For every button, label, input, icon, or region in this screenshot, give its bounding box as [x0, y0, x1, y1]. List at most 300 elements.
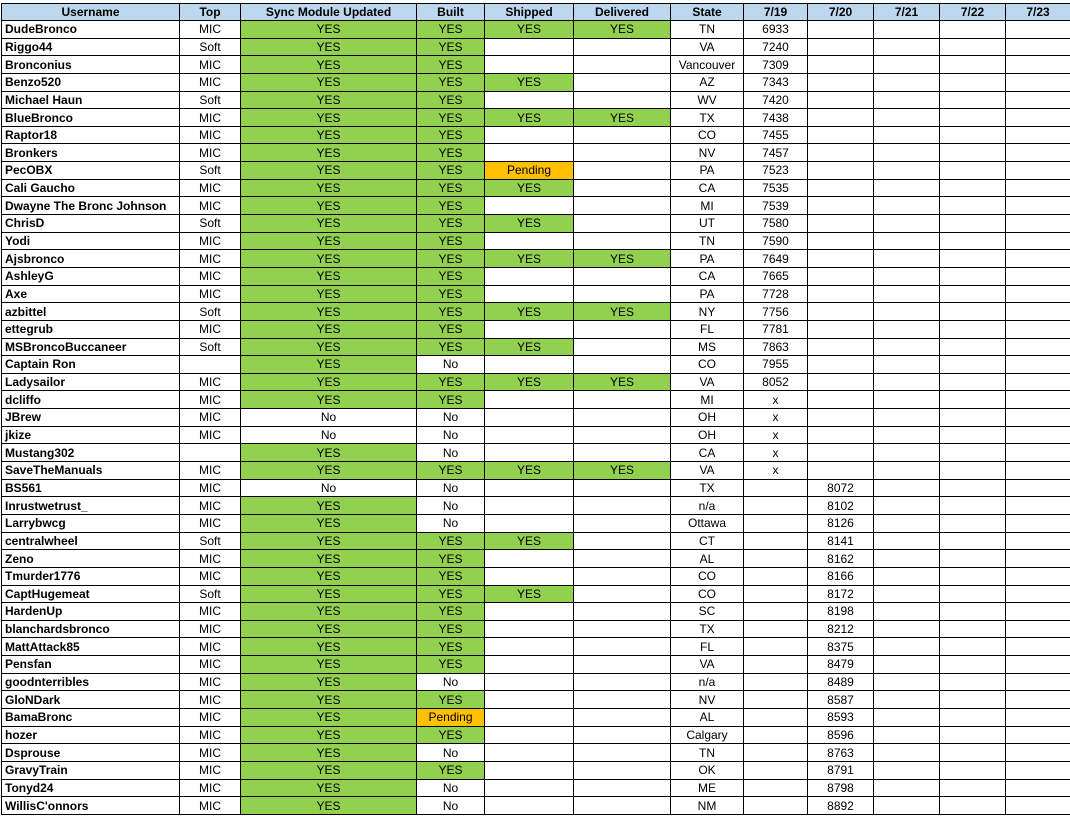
- cell-top[interactable]: MIC: [180, 373, 241, 391]
- cell-date-7-20[interactable]: [808, 91, 874, 109]
- cell-date-7-23[interactable]: [1006, 126, 1070, 144]
- cell-delivered[interactable]: YES: [574, 303, 671, 321]
- cell-username[interactable]: BS561: [2, 479, 180, 497]
- cell-date-7-23[interactable]: [1006, 250, 1070, 268]
- cell-date-7-21[interactable]: [874, 497, 940, 515]
- cell-date-7-19[interactable]: 7781: [744, 320, 808, 338]
- cell-state[interactable]: PA: [671, 285, 744, 303]
- cell-built[interactable]: YES: [417, 21, 485, 39]
- cell-date-7-20[interactable]: 8587: [808, 691, 874, 709]
- cell-shipped[interactable]: [485, 356, 574, 374]
- cell-shipped[interactable]: [485, 320, 574, 338]
- cell-sync-module-updated[interactable]: YES: [241, 691, 417, 709]
- cell-date-7-20[interactable]: [808, 162, 874, 180]
- cell-built[interactable]: YES: [417, 532, 485, 550]
- cell-built[interactable]: YES: [417, 215, 485, 233]
- cell-state[interactable]: TX: [671, 479, 744, 497]
- cell-state[interactable]: TN: [671, 744, 744, 762]
- cell-top[interactable]: MIC: [180, 73, 241, 91]
- cell-delivered[interactable]: [574, 232, 671, 250]
- cell-delivered[interactable]: [574, 532, 671, 550]
- cell-date-7-23[interactable]: [1006, 144, 1070, 162]
- cell-delivered[interactable]: [574, 144, 671, 162]
- cell-shipped[interactable]: YES: [485, 73, 574, 91]
- cell-date-7-22[interactable]: [940, 215, 1006, 233]
- cell-username[interactable]: Mustang302: [2, 444, 180, 462]
- cell-date-7-21[interactable]: [874, 126, 940, 144]
- cell-date-7-23[interactable]: [1006, 691, 1070, 709]
- cell-state[interactable]: CO: [671, 585, 744, 603]
- cell-built[interactable]: No: [417, 409, 485, 427]
- cell-date-7-22[interactable]: [940, 391, 1006, 409]
- cell-date-7-23[interactable]: [1006, 567, 1070, 585]
- cell-date-7-22[interactable]: [940, 126, 1006, 144]
- cell-date-7-23[interactable]: [1006, 285, 1070, 303]
- cell-date-7-20[interactable]: 8212: [808, 620, 874, 638]
- cell-shipped[interactable]: [485, 638, 574, 656]
- cell-built[interactable]: YES: [417, 585, 485, 603]
- cell-date-7-20[interactable]: 8375: [808, 638, 874, 656]
- cell-date-7-23[interactable]: [1006, 109, 1070, 127]
- cell-shipped[interactable]: YES: [485, 585, 574, 603]
- cell-top[interactable]: Soft: [180, 38, 241, 56]
- cell-shipped[interactable]: [485, 603, 574, 621]
- cell-username[interactable]: centralwheel: [2, 532, 180, 550]
- cell-date-7-22[interactable]: [940, 779, 1006, 797]
- cell-top[interactable]: MIC: [180, 550, 241, 568]
- cell-date-7-21[interactable]: [874, 479, 940, 497]
- cell-top[interactable]: MIC: [180, 497, 241, 515]
- cell-shipped[interactable]: [485, 726, 574, 744]
- cell-shipped[interactable]: [485, 761, 574, 779]
- cell-username[interactable]: GravyTrain: [2, 761, 180, 779]
- cell-state[interactable]: TN: [671, 232, 744, 250]
- cell-date-7-19[interactable]: 7665: [744, 267, 808, 285]
- cell-state[interactable]: VA: [671, 38, 744, 56]
- cell-top[interactable]: MIC: [180, 656, 241, 674]
- cell-shipped[interactable]: [485, 567, 574, 585]
- cell-date-7-21[interactable]: [874, 673, 940, 691]
- cell-date-7-23[interactable]: [1006, 779, 1070, 797]
- cell-date-7-19[interactable]: 7457: [744, 144, 808, 162]
- cell-username[interactable]: Zeno: [2, 550, 180, 568]
- cell-date-7-23[interactable]: [1006, 197, 1070, 215]
- cell-sync-module-updated[interactable]: YES: [241, 232, 417, 250]
- cell-state[interactable]: n/a: [671, 673, 744, 691]
- cell-username[interactable]: Benzo520: [2, 73, 180, 91]
- cell-shipped[interactable]: [485, 797, 574, 815]
- cell-username[interactable]: Riggo44: [2, 38, 180, 56]
- cell-date-7-20[interactable]: [808, 267, 874, 285]
- cell-date-7-23[interactable]: [1006, 91, 1070, 109]
- cell-date-7-21[interactable]: [874, 56, 940, 74]
- cell-shipped[interactable]: [485, 56, 574, 74]
- cell-username[interactable]: MSBroncoBuccaneer: [2, 338, 180, 356]
- cell-top[interactable]: Soft: [180, 162, 241, 180]
- cell-state[interactable]: CA: [671, 267, 744, 285]
- cell-delivered[interactable]: [574, 267, 671, 285]
- cell-date-7-23[interactable]: [1006, 38, 1070, 56]
- cell-date-7-22[interactable]: [940, 550, 1006, 568]
- cell-top[interactable]: MIC: [180, 567, 241, 585]
- column-header-state[interactable]: State: [671, 4, 744, 21]
- cell-username[interactable]: SaveTheManuals: [2, 462, 180, 480]
- cell-date-7-22[interactable]: [940, 250, 1006, 268]
- cell-date-7-23[interactable]: [1006, 497, 1070, 515]
- cell-sync-module-updated[interactable]: YES: [241, 497, 417, 515]
- cell-built[interactable]: No: [417, 673, 485, 691]
- cell-top[interactable]: MIC: [180, 250, 241, 268]
- cell-shipped[interactable]: YES: [485, 179, 574, 197]
- cell-date-7-19[interactable]: [744, 585, 808, 603]
- cell-date-7-22[interactable]: [940, 409, 1006, 427]
- cell-date-7-22[interactable]: [940, 162, 1006, 180]
- cell-sync-module-updated[interactable]: YES: [241, 21, 417, 39]
- cell-state[interactable]: OK: [671, 761, 744, 779]
- cell-date-7-22[interactable]: [940, 179, 1006, 197]
- cell-delivered[interactable]: [574, 744, 671, 762]
- cell-username[interactable]: GloNDark: [2, 691, 180, 709]
- cell-sync-module-updated[interactable]: YES: [241, 215, 417, 233]
- cell-date-7-21[interactable]: [874, 638, 940, 656]
- cell-sync-module-updated[interactable]: YES: [241, 250, 417, 268]
- cell-date-7-22[interactable]: [940, 761, 1006, 779]
- column-header-sync-module-updated[interactable]: Sync Module Updated: [241, 4, 417, 21]
- cell-shipped[interactable]: [485, 91, 574, 109]
- cell-shipped[interactable]: YES: [485, 462, 574, 480]
- cell-username[interactable]: Cali Gaucho: [2, 179, 180, 197]
- cell-date-7-23[interactable]: [1006, 356, 1070, 374]
- cell-date-7-19[interactable]: 7438: [744, 109, 808, 127]
- cell-state[interactable]: MI: [671, 197, 744, 215]
- cell-state[interactable]: MS: [671, 338, 744, 356]
- cell-date-7-23[interactable]: [1006, 162, 1070, 180]
- cell-built[interactable]: YES: [417, 38, 485, 56]
- cell-top[interactable]: MIC: [180, 232, 241, 250]
- cell-built[interactable]: YES: [417, 620, 485, 638]
- cell-username[interactable]: jkize: [2, 426, 180, 444]
- cell-date-7-22[interactable]: [940, 356, 1006, 374]
- cell-state[interactable]: TN: [671, 21, 744, 39]
- cell-date-7-22[interactable]: [940, 267, 1006, 285]
- cell-top[interactable]: MIC: [180, 285, 241, 303]
- cell-date-7-20[interactable]: [808, 444, 874, 462]
- cell-shipped[interactable]: [485, 691, 574, 709]
- cell-delivered[interactable]: [574, 73, 671, 91]
- cell-shipped[interactable]: [485, 779, 574, 797]
- cell-date-7-22[interactable]: [940, 91, 1006, 109]
- cell-built[interactable]: YES: [417, 761, 485, 779]
- cell-state[interactable]: PA: [671, 162, 744, 180]
- cell-date-7-19[interactable]: x: [744, 391, 808, 409]
- cell-sync-module-updated[interactable]: No: [241, 479, 417, 497]
- cell-built[interactable]: YES: [417, 197, 485, 215]
- cell-date-7-20[interactable]: 8162: [808, 550, 874, 568]
- cell-date-7-21[interactable]: [874, 797, 940, 815]
- cell-date-7-19[interactable]: 7309: [744, 56, 808, 74]
- cell-built[interactable]: YES: [417, 285, 485, 303]
- cell-date-7-20[interactable]: 8102: [808, 497, 874, 515]
- cell-top[interactable]: MIC: [180, 708, 241, 726]
- cell-state[interactable]: VA: [671, 656, 744, 674]
- cell-top[interactable]: MIC: [180, 514, 241, 532]
- cell-date-7-21[interactable]: [874, 708, 940, 726]
- cell-sync-module-updated[interactable]: YES: [241, 320, 417, 338]
- cell-state[interactable]: CA: [671, 444, 744, 462]
- cell-date-7-20[interactable]: [808, 197, 874, 215]
- cell-delivered[interactable]: [574, 691, 671, 709]
- cell-date-7-19[interactable]: [744, 532, 808, 550]
- cell-date-7-20[interactable]: 8141: [808, 532, 874, 550]
- cell-username[interactable]: Michael Haun: [2, 91, 180, 109]
- cell-date-7-21[interactable]: [874, 232, 940, 250]
- cell-date-7-21[interactable]: [874, 691, 940, 709]
- cell-state[interactable]: NY: [671, 303, 744, 321]
- cell-username[interactable]: CaptHugemeat: [2, 585, 180, 603]
- cell-date-7-19[interactable]: 7240: [744, 38, 808, 56]
- cell-shipped[interactable]: [485, 267, 574, 285]
- cell-date-7-20[interactable]: 8172: [808, 585, 874, 603]
- cell-date-7-23[interactable]: [1006, 232, 1070, 250]
- cell-date-7-19[interactable]: x: [744, 462, 808, 480]
- cell-date-7-20[interactable]: [808, 409, 874, 427]
- cell-date-7-22[interactable]: [940, 497, 1006, 515]
- cell-username[interactable]: goodnterribles: [2, 673, 180, 691]
- cell-date-7-20[interactable]: 8479: [808, 656, 874, 674]
- cell-top[interactable]: MIC: [180, 267, 241, 285]
- cell-state[interactable]: NV: [671, 144, 744, 162]
- cell-shipped[interactable]: YES: [485, 109, 574, 127]
- cell-date-7-22[interactable]: [940, 320, 1006, 338]
- cell-delivered[interactable]: [574, 179, 671, 197]
- cell-sync-module-updated[interactable]: YES: [241, 779, 417, 797]
- cell-date-7-23[interactable]: [1006, 56, 1070, 74]
- cell-date-7-19[interactable]: 7535: [744, 179, 808, 197]
- cell-top[interactable]: MIC: [180, 126, 241, 144]
- cell-delivered[interactable]: YES: [574, 109, 671, 127]
- cell-state[interactable]: AZ: [671, 73, 744, 91]
- cell-date-7-20[interactable]: [808, 373, 874, 391]
- cell-date-7-20[interactable]: [808, 320, 874, 338]
- cell-state[interactable]: FL: [671, 320, 744, 338]
- cell-delivered[interactable]: [574, 56, 671, 74]
- cell-date-7-21[interactable]: [874, 144, 940, 162]
- cell-shipped[interactable]: [485, 744, 574, 762]
- cell-username[interactable]: Pensfan: [2, 656, 180, 674]
- cell-state[interactable]: TX: [671, 109, 744, 127]
- cell-shipped[interactable]: Pending: [485, 162, 574, 180]
- cell-top[interactable]: MIC: [180, 797, 241, 815]
- cell-sync-module-updated[interactable]: YES: [241, 532, 417, 550]
- cell-sync-module-updated[interactable]: YES: [241, 708, 417, 726]
- cell-date-7-21[interactable]: [874, 21, 940, 39]
- cell-shipped[interactable]: [485, 444, 574, 462]
- cell-username[interactable]: ettegrub: [2, 320, 180, 338]
- cell-date-7-20[interactable]: 8126: [808, 514, 874, 532]
- cell-sync-module-updated[interactable]: YES: [241, 620, 417, 638]
- cell-date-7-23[interactable]: [1006, 73, 1070, 91]
- cell-sync-module-updated[interactable]: YES: [241, 673, 417, 691]
- cell-date-7-22[interactable]: [940, 109, 1006, 127]
- cell-username[interactable]: JBrew: [2, 409, 180, 427]
- cell-shipped[interactable]: [485, 708, 574, 726]
- cell-state[interactable]: MI: [671, 391, 744, 409]
- cell-date-7-21[interactable]: [874, 744, 940, 762]
- cell-date-7-21[interactable]: [874, 109, 940, 127]
- cell-date-7-22[interactable]: [940, 585, 1006, 603]
- cell-date-7-19[interactable]: [744, 673, 808, 691]
- cell-built[interactable]: YES: [417, 126, 485, 144]
- cell-date-7-21[interactable]: [874, 585, 940, 603]
- cell-date-7-22[interactable]: [940, 797, 1006, 815]
- cell-top[interactable]: MIC: [180, 479, 241, 497]
- column-header-date-7-20[interactable]: 7/20: [808, 4, 874, 21]
- cell-date-7-22[interactable]: [940, 21, 1006, 39]
- cell-date-7-23[interactable]: [1006, 320, 1070, 338]
- cell-state[interactable]: CO: [671, 567, 744, 585]
- cell-date-7-19[interactable]: [744, 691, 808, 709]
- cell-date-7-21[interactable]: [874, 73, 940, 91]
- cell-date-7-22[interactable]: [940, 479, 1006, 497]
- cell-built[interactable]: No: [417, 797, 485, 815]
- cell-date-7-20[interactable]: [808, 426, 874, 444]
- cell-delivered[interactable]: YES: [574, 373, 671, 391]
- cell-state[interactable]: SC: [671, 603, 744, 621]
- cell-state[interactable]: OH: [671, 409, 744, 427]
- cell-sync-module-updated[interactable]: YES: [241, 373, 417, 391]
- cell-top[interactable]: MIC: [180, 426, 241, 444]
- cell-sync-module-updated[interactable]: YES: [241, 179, 417, 197]
- cell-delivered[interactable]: [574, 162, 671, 180]
- column-header-username[interactable]: Username: [2, 4, 180, 21]
- cell-username[interactable]: PecOBX: [2, 162, 180, 180]
- cell-date-7-23[interactable]: [1006, 426, 1070, 444]
- cell-top[interactable]: MIC: [180, 391, 241, 409]
- cell-shipped[interactable]: [485, 409, 574, 427]
- cell-state[interactable]: CO: [671, 356, 744, 374]
- cell-built[interactable]: YES: [417, 603, 485, 621]
- cell-built[interactable]: Pending: [417, 708, 485, 726]
- cell-date-7-23[interactable]: [1006, 303, 1070, 321]
- cell-date-7-22[interactable]: [940, 197, 1006, 215]
- cell-sync-module-updated[interactable]: YES: [241, 744, 417, 762]
- column-header-date-7-22[interactable]: 7/22: [940, 4, 1006, 21]
- cell-delivered[interactable]: YES: [574, 462, 671, 480]
- cell-top[interactable]: MIC: [180, 673, 241, 691]
- cell-built[interactable]: No: [417, 426, 485, 444]
- cell-username[interactable]: HardenUp: [2, 603, 180, 621]
- cell-date-7-21[interactable]: [874, 162, 940, 180]
- cell-date-7-20[interactable]: 8892: [808, 797, 874, 815]
- cell-top[interactable]: Soft: [180, 585, 241, 603]
- cell-shipped[interactable]: [485, 232, 574, 250]
- cell-built[interactable]: YES: [417, 391, 485, 409]
- cell-date-7-22[interactable]: [940, 444, 1006, 462]
- cell-top[interactable]: MIC: [180, 179, 241, 197]
- cell-username[interactable]: Tonyd24: [2, 779, 180, 797]
- cell-built[interactable]: YES: [417, 550, 485, 568]
- cell-date-7-22[interactable]: [940, 726, 1006, 744]
- cell-shipped[interactable]: YES: [485, 215, 574, 233]
- cell-date-7-20[interactable]: 8593: [808, 708, 874, 726]
- cell-sync-module-updated[interactable]: No: [241, 426, 417, 444]
- cell-built[interactable]: YES: [417, 303, 485, 321]
- cell-date-7-19[interactable]: 7756: [744, 303, 808, 321]
- cell-date-7-20[interactable]: [808, 462, 874, 480]
- cell-date-7-19[interactable]: 7590: [744, 232, 808, 250]
- cell-date-7-21[interactable]: [874, 532, 940, 550]
- cell-date-7-20[interactable]: 8798: [808, 779, 874, 797]
- cell-date-7-19[interactable]: [744, 514, 808, 532]
- cell-date-7-23[interactable]: [1006, 179, 1070, 197]
- cell-date-7-23[interactable]: [1006, 603, 1070, 621]
- cell-sync-module-updated[interactable]: YES: [241, 761, 417, 779]
- cell-delivered[interactable]: [574, 673, 671, 691]
- cell-date-7-21[interactable]: [874, 656, 940, 674]
- cell-date-7-19[interactable]: 7343: [744, 73, 808, 91]
- cell-date-7-19[interactable]: x: [744, 409, 808, 427]
- cell-date-7-21[interactable]: [874, 197, 940, 215]
- cell-date-7-23[interactable]: [1006, 21, 1070, 39]
- cell-date-7-23[interactable]: [1006, 550, 1070, 568]
- cell-delivered[interactable]: [574, 567, 671, 585]
- cell-built[interactable]: YES: [417, 338, 485, 356]
- cell-built[interactable]: No: [417, 444, 485, 462]
- cell-shipped[interactable]: [485, 479, 574, 497]
- cell-state[interactable]: AL: [671, 550, 744, 568]
- cell-top[interactable]: MIC: [180, 144, 241, 162]
- cell-sync-module-updated[interactable]: YES: [241, 797, 417, 815]
- cell-date-7-19[interactable]: [744, 656, 808, 674]
- cell-built[interactable]: YES: [417, 56, 485, 74]
- cell-date-7-20[interactable]: [808, 126, 874, 144]
- cell-sync-module-updated[interactable]: YES: [241, 462, 417, 480]
- cell-date-7-21[interactable]: [874, 550, 940, 568]
- cell-date-7-21[interactable]: [874, 267, 940, 285]
- cell-date-7-23[interactable]: [1006, 585, 1070, 603]
- cell-date-7-23[interactable]: [1006, 744, 1070, 762]
- cell-date-7-20[interactable]: [808, 21, 874, 39]
- cell-built[interactable]: No: [417, 497, 485, 515]
- cell-date-7-19[interactable]: 7728: [744, 285, 808, 303]
- cell-date-7-22[interactable]: [940, 338, 1006, 356]
- cell-sync-module-updated[interactable]: YES: [241, 144, 417, 162]
- cell-delivered[interactable]: [574, 391, 671, 409]
- cell-date-7-22[interactable]: [940, 514, 1006, 532]
- cell-shipped[interactable]: [485, 126, 574, 144]
- cell-sync-module-updated[interactable]: YES: [241, 514, 417, 532]
- cell-date-7-22[interactable]: [940, 73, 1006, 91]
- cell-date-7-21[interactable]: [874, 215, 940, 233]
- cell-date-7-20[interactable]: 8596: [808, 726, 874, 744]
- cell-built[interactable]: YES: [417, 691, 485, 709]
- cell-shipped[interactable]: [485, 144, 574, 162]
- cell-delivered[interactable]: [574, 91, 671, 109]
- cell-date-7-22[interactable]: [940, 38, 1006, 56]
- cell-state[interactable]: AL: [671, 708, 744, 726]
- cell-built[interactable]: No: [417, 514, 485, 532]
- cell-date-7-20[interactable]: 8489: [808, 673, 874, 691]
- cell-date-7-22[interactable]: [940, 691, 1006, 709]
- cell-delivered[interactable]: YES: [574, 21, 671, 39]
- cell-username[interactable]: Bronkers: [2, 144, 180, 162]
- cell-delivered[interactable]: [574, 797, 671, 815]
- cell-date-7-20[interactable]: 8166: [808, 567, 874, 585]
- cell-delivered[interactable]: [574, 585, 671, 603]
- cell-shipped[interactable]: [485, 514, 574, 532]
- cell-built[interactable]: YES: [417, 726, 485, 744]
- cell-shipped[interactable]: [485, 656, 574, 674]
